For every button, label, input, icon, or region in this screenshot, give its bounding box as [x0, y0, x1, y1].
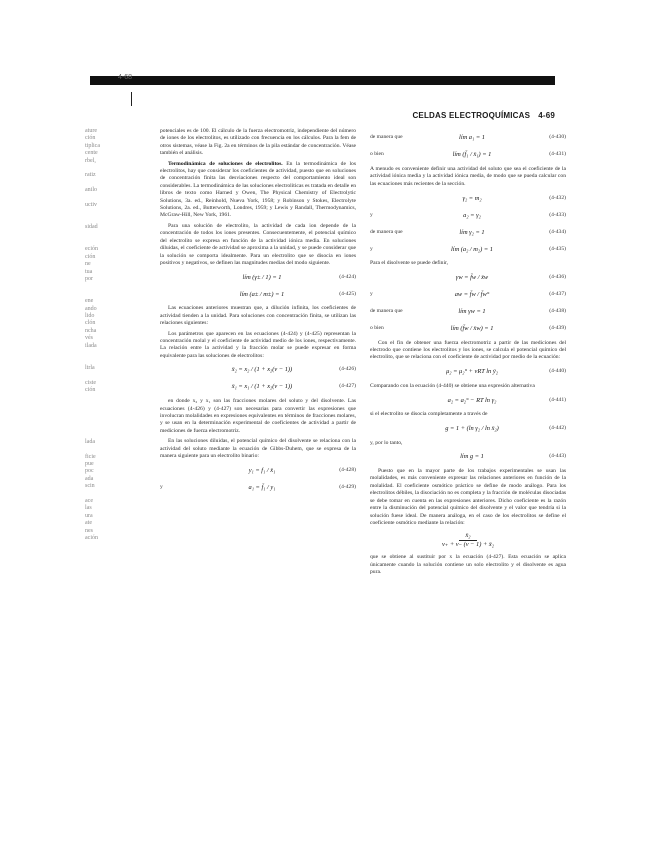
equation-lead: y — [160, 483, 163, 490]
margin-fragment: lada — [85, 438, 95, 445]
paragraph: Para una solución de electrolito, la actividad de cada ion depende de la concentración de todos los iones presentes. Consecuentemente, el potencial químico del electrolito se expresa en función de la actividad iónica media. En soluciones diluidas, el coeficiente de actividad se aproxima a la unidad, y se puede considerar que la solución se comporta idealmente. Para un electrolito que se disocia en iones positivos y negativos, se definen las magnitudes medias del modo siguiente. — [160, 222, 356, 266]
left-column — [160, 128, 356, 498]
margin-fragment: ando — [85, 305, 97, 312]
margin-fragment: pue — [85, 461, 94, 467]
running-page-number: 4-69 — [538, 111, 555, 120]
margin-fragment: ratiz — [85, 172, 96, 179]
equation-row — [370, 226, 566, 238]
equation-lead: o bien — [370, 151, 384, 158]
equation-row — [370, 272, 566, 284]
equation-lead: de manera que — [370, 228, 403, 235]
equation-number: (4-424) — [339, 273, 356, 280]
equation-number: (4-432) — [549, 194, 566, 201]
running-head — [412, 111, 555, 120]
fraction-equation — [370, 532, 566, 548]
equation-number: (4-439) — [549, 324, 566, 331]
equation: aw = f̄w / f̄w° — [454, 290, 490, 298]
equation-number: (4-429) — [339, 483, 356, 490]
margin-rule — [131, 92, 132, 106]
paragraph: si el electrolito se disocia completamente a través de — [370, 411, 488, 418]
paragraph: A menudo es conveniente definir una actividad del soluto que sea el coeficiente de la actividad iónica media y la actividad iónica media, de modo que se pueda calcular con las ecuaciones más recientes de la sección. — [370, 166, 566, 187]
fraction-numerator: x̄₂ — [459, 532, 476, 540]
equation-row — [370, 149, 566, 161]
equation-number: (4-440) — [549, 368, 566, 375]
equation-row — [370, 192, 566, 204]
paragraph: en donde x₂ y x₁ son las fracciones molares del soluto y del disolvente. Las ecuaciones (4-426) y (4-427) son necesarias para convertir las expresiones que involucran molalidades en expresiones equivalentes en términos de fracciones molares, y se usan en la determinación experimental de coeficientes de actividad a partir de mediciones de fuerza electromotriz. — [160, 398, 356, 434]
paragraph: Puesto que en la mayor parte de los trabajos experimentales se usan las molalidades, es más conveniente expresar las relaciones anteriores en función de la molalidad. El coeficiente osmótico práctico se define de modo análogo. Para los electrolitos débiles, la disociación no es completa y la fracción de moléculas disociadas se debe tomar en cuenta en las expresiones anteriores. Dicho coeficiente es la razón entre la disminución del potencial químico del disolvente y el valor que tendría si la solución fuese ideal. De manera análoga, en el caso de los electrolitos se define el coeficiente osmótico mediante la relación: — [370, 468, 566, 526]
margin-fragment: ature — [85, 128, 97, 134]
equation-lead: y — [370, 290, 373, 297]
equation-row — [160, 271, 356, 283]
equation-row — [160, 481, 356, 493]
margin-fragment: rbel, — [85, 157, 96, 164]
equation: lím (f̄w / x̄w) = 1 — [450, 324, 494, 332]
equation-row — [370, 209, 566, 221]
equation-number: (4-428) — [339, 466, 356, 473]
equation: y₁ = f₁ / x̄₁ — [248, 466, 276, 474]
margin-fragment: clón — [85, 320, 96, 327]
equation-row — [370, 289, 566, 301]
paragraph: Comparando con la ecuación (4-440) se obtiene una expresión alternativa — [370, 382, 535, 389]
margin-fragment: ne — [85, 261, 91, 268]
equation: γw = f̄w / x̄w — [455, 273, 489, 281]
header-bar — [90, 76, 555, 85]
margin-fragment: ficie — [85, 453, 96, 460]
equation-number: (4-425) — [339, 290, 356, 297]
margin-fragment: ltrla — [85, 364, 95, 371]
margin-fragment: ilada — [85, 342, 97, 349]
right-column — [370, 128, 566, 579]
equation: lím (f̄₁ / x̄₁) = 1 — [452, 151, 492, 159]
margin-fragment: vés — [85, 335, 93, 342]
equation: x̄₁ = x₁ / (1 + x₂(ν − 1)) — [231, 383, 293, 391]
equation: lím g = 1 — [460, 453, 484, 461]
equation-lead: de manera que — [370, 134, 403, 141]
paragraph: Con el fin de obtener una fuerza electromotriz a partir de las mediciones del electrodo que contiene los electrolitos y los iones, se calcula el potencial químico del electrolito, que se relaciona con el coeficiente de actividad por medio de la ecuación: — [370, 339, 566, 361]
paragraph: y, por lo tanto, — [370, 439, 403, 446]
equation-number: (4-442) — [549, 424, 566, 431]
equation-number: (4-441) — [549, 396, 566, 403]
equation-row — [370, 423, 566, 435]
equation: lím γw = 1 — [458, 307, 486, 315]
margin-fragment: cente — [85, 150, 98, 157]
equation: lím (γ± / 1) = 1 — [242, 273, 282, 281]
margin-fragment: por — [85, 276, 93, 282]
margin-fragment: poc — [85, 468, 94, 475]
equation-lead: de manera que — [370, 307, 403, 314]
margin-fragment: ción — [85, 387, 96, 393]
equation-row — [370, 323, 566, 335]
paragraph-text: En la termodinámica de los electrolitos, hay que considerar los coeficientes de actividad, puesto que en soluciones de concentración finita las desviaciones respecto del comportamiento ideal son considerables. La termodinámica de las soluciones electrolíticas es tratada en detalle en libros de texto como Harned y Owen, The Physical Chemistry of Electrolytic Solutions, 3a. ed., Reinhold, Nueva York, 1958; y Robinson y Stokes, Electrolyte Solutions, 2a. ed., Butterworth, Londres, 1959; y Lewis y Randall, Thermodynamics, McGraw-Hill, New York, 1961. — [160, 160, 356, 219]
margin-fragment: scin — [85, 483, 95, 490]
paragraph: potenciales es de 100. El cálculo de la fuerza electromotriz, independiente del número de iones de los electrolitos, es utilizado con frecuencia en los cálculos. Para la fem de otros sistemas, véase la Fig. 2a en términos de la pila estándar de concentración. Véase también el análisis. — [160, 128, 356, 157]
equation: a₂ = γ₂ — [463, 211, 481, 219]
margin-fragment: anilo — [85, 187, 97, 194]
page-number: 4-68 — [118, 74, 133, 81]
paragraph — [160, 161, 356, 220]
equation: μ₂ = μ₂° + νRT ln ȳ₂ — [446, 368, 498, 376]
margin-fragment: ncha — [85, 327, 97, 334]
equation-row — [370, 243, 566, 255]
margin-fragment: nes — [85, 527, 93, 534]
equation: lím (a₂ / m₂) = 1 — [451, 245, 493, 253]
equation-number: (4-437) — [549, 290, 566, 297]
margin-fragment: tiplica — [85, 142, 100, 149]
equation-lead: y — [370, 211, 373, 218]
paragraph: Los parámetros que aparecen en las ecuaciones (4-424) y (4-425) representan la concentración molal y el coeficiente de actividad medio de los iones, respectivamente. La relación entre la actividad y la fracción molar se puede expresar en forma equivalente para las soluciones de electrolitos: — [160, 330, 356, 359]
running-title: CELDAS ELECTROQUÍMICAS — [412, 111, 531, 120]
margin-fragment: ace — [85, 498, 93, 504]
equation-number: (4-430) — [549, 134, 566, 141]
margin-fragment: ación — [85, 535, 98, 541]
margin-fragment: sidad — [85, 224, 98, 231]
equation-row — [370, 394, 566, 406]
equation-row — [160, 464, 356, 476]
equation-row — [160, 381, 356, 393]
margin-fragment: ada — [85, 475, 94, 482]
margin-fragment: ción — [85, 253, 96, 260]
paragraph: En las soluciones diluidas, el potencial químico del disolvente se relaciona con la actividad del soluto mediante la ecuación de Gibbs-Duhem, que se expresa de la manera siguiente para un electrolito binario: — [160, 438, 356, 459]
paragraph: Las ecuaciones anteriores muestran que, a dilución infinita, los coeficientes de actividad tienden a la unidad. Para soluciones con concentración finita, se utilizan las relaciones siguientes: — [160, 305, 356, 327]
equation-row — [370, 306, 566, 318]
equation-number: (4-438) — [549, 307, 566, 314]
equation-number: (4-431) — [549, 151, 566, 158]
equation-number: (4-433) — [549, 211, 566, 218]
equation: lím γ₂ = 1 — [459, 228, 485, 236]
equation: a₁ = f̄₁ / y₁ — [248, 483, 276, 491]
equation-number: (4-434) — [549, 228, 566, 235]
equation: a₂ = a₂° − RT ln γ₂ — [447, 396, 497, 404]
margin-fragment: ate — [85, 520, 92, 527]
fraction-denominator: ν₊ + ν₋ (ν − 1) + x̄₂ — [442, 540, 494, 548]
margin-fragment: ene — [85, 298, 94, 305]
equation-lead: o bien — [370, 324, 384, 331]
equation: lím (a± / m±) = 1 — [239, 290, 285, 298]
margin-fragment: uctiv — [85, 202, 97, 208]
equation-number: (4-435) — [549, 245, 566, 252]
margin-fragment: ciste — [85, 379, 96, 386]
equation-row — [370, 132, 566, 144]
paragraph: que se obtiene al sustituir por x la ecuación (4-427). Esta ecuación se aplica únicamente cuando la solución contiene un solo electrolito y el disolvente es agua pura. — [370, 554, 566, 575]
margin-fragment: lido — [85, 313, 95, 319]
equation-number: (4-427) — [339, 383, 356, 390]
equation-row — [370, 366, 566, 378]
equation-number: (4-426) — [339, 366, 356, 373]
equation-lead: y — [370, 245, 373, 252]
equation: g = 1 + (ln γ₂ / ln x̄₂) — [445, 424, 499, 432]
equation-row — [160, 364, 356, 376]
equation: γ₂ = m₂ — [462, 194, 482, 202]
equation: x̄₂ = x₂ / (1 + x₂(ν − 1)) — [231, 366, 293, 374]
equation: lím a₁ = 1 — [459, 134, 485, 142]
margin-fragment: eción — [85, 246, 98, 253]
equation-row — [370, 451, 566, 463]
paragraph: Para el disolvente se puede definir, — [370, 260, 449, 267]
margin-fragment: tua — [85, 268, 93, 275]
margin-fragment: ción — [85, 135, 96, 142]
section-heading: Termodinámica de soluciones de electrolitos. — [168, 160, 283, 167]
margin-fragment: las — [85, 505, 92, 512]
equation-number: (4-436) — [549, 273, 566, 280]
equation-row — [160, 288, 356, 300]
margin-fragment: ura — [85, 512, 93, 519]
equation-number: (4-443) — [549, 453, 566, 460]
